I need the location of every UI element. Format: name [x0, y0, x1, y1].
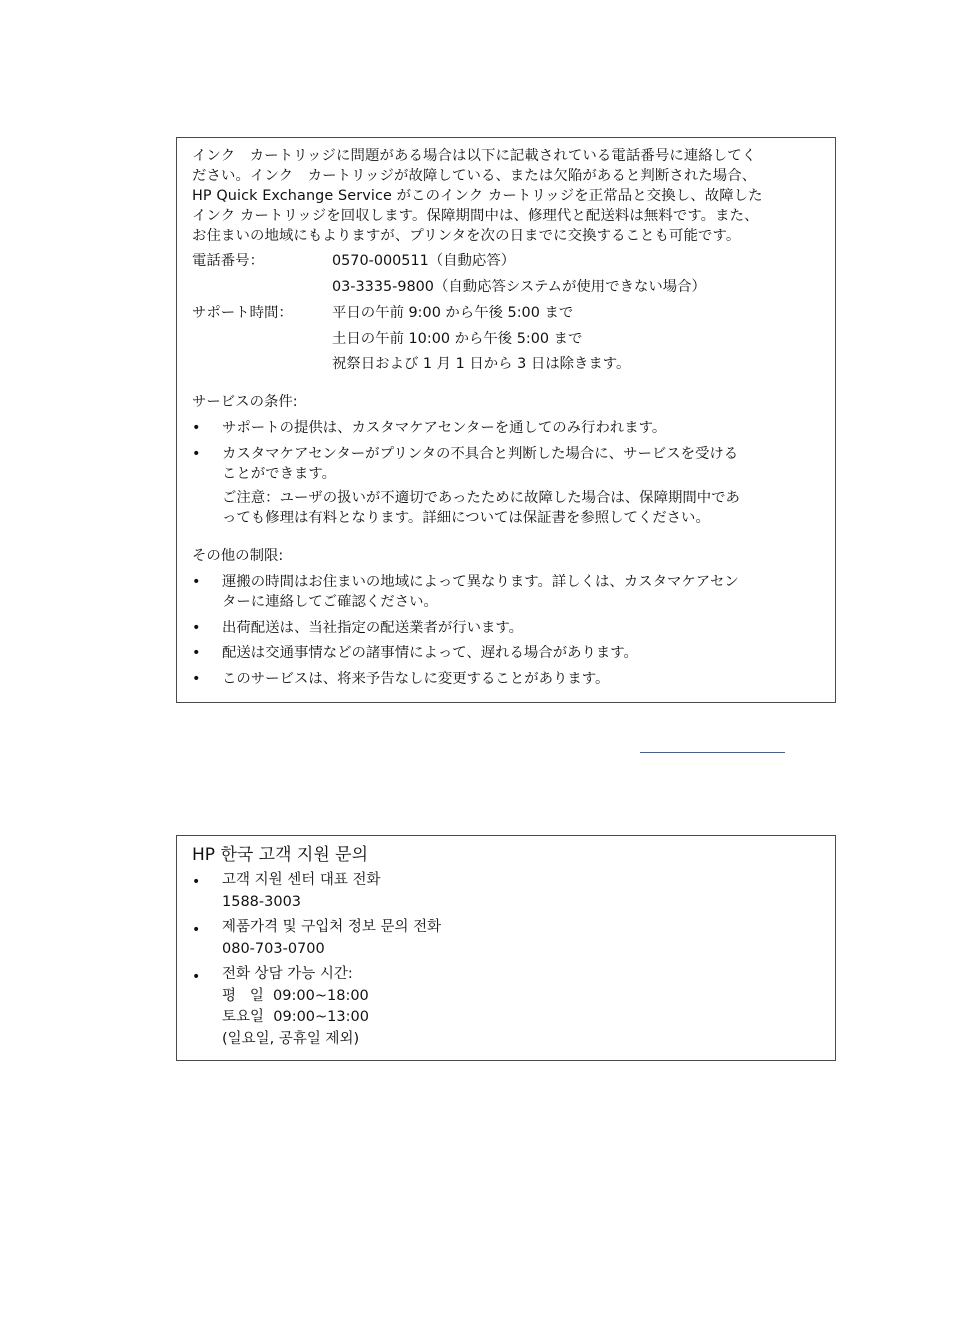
- list-item-text: 고객 지원 센터 대표 전화: [222, 872, 381, 888]
- phone-number: 1588-3003: [222, 893, 302, 910]
- phone-number-2: 03-3335-9800（自動応答システムが使用できない場合）: [332, 279, 706, 295]
- list-item-text: 配送は交通事情などの諸事情によって、遅れる場合があります。: [222, 645, 638, 661]
- bullet: •: [192, 969, 201, 985]
- hours-row-2: [192, 329, 582, 349]
- bullet: •: [192, 922, 201, 938]
- bullet: •: [192, 620, 201, 636]
- phone-label: 電話番号：: [192, 253, 264, 269]
- list-item: [222, 870, 381, 913]
- list-item: [222, 669, 609, 689]
- list-item: [222, 917, 441, 960]
- note-paragraph: [222, 488, 740, 528]
- list-item: [222, 964, 369, 1050]
- korea-title: HP 한국 고객 지원 문의: [192, 845, 369, 865]
- list-item-text: 전화 상담 가능 시간:: [222, 966, 353, 982]
- bullet: •: [192, 420, 201, 436]
- list-item-text: 出荷配送は、当社指定の配送業者が行います。: [222, 620, 524, 636]
- list-item: [222, 618, 523, 638]
- hours-row: [192, 303, 573, 323]
- list-item-text: 運搬の時間はお住まいの地域によって異なります。詳しくは、カスタマケアセン: [222, 574, 739, 590]
- list-item-text: サポートの提供は、カスタマケアセンターを通してのみ行われます。: [222, 420, 667, 436]
- bullet: •: [192, 446, 201, 462]
- list-item: [222, 572, 739, 612]
- list-item-text: ターに連絡してご確認ください。: [222, 594, 438, 610]
- list-item-text: カスタマケアセンターがプリンタの不具合と判断した場合に、サービスを受ける: [222, 446, 739, 462]
- bullet: •: [192, 645, 201, 661]
- phone-number: 080-703-0700: [222, 940, 325, 957]
- intro-line: お住まいの地域にもよりますが、プリンタを次の日までに交換することも可能です。: [192, 228, 741, 244]
- phone-number-1: 0570-000511（自動応答）: [332, 253, 516, 269]
- list-item: [222, 418, 666, 438]
- intro-line: HP Quick Exchange Service がこのインク カートリッジを正常品と交換し、故障した: [192, 188, 763, 204]
- limits-heading: その他の制限:: [192, 548, 284, 564]
- bullet: •: [192, 671, 201, 687]
- note-line: っても修理は有料となります。詳細については保証書を参照してください。: [222, 510, 710, 526]
- list-item-text: ことができます。: [222, 466, 336, 482]
- phone-row: [192, 251, 515, 271]
- hours-label: サポート時間：: [192, 305, 293, 321]
- separator-rule: [640, 752, 785, 753]
- list-item: [222, 444, 738, 484]
- hours-row-3: [192, 354, 630, 374]
- list-item-text: このサービスは、将来予告なしに変更することがあります。: [222, 671, 610, 687]
- japan-intro-paragraph: [192, 146, 827, 246]
- intro-line: ださい。インク カートリッジが故障している、または欠陥があると判断された場合、: [192, 168, 757, 184]
- hours-weekday: 평 일 09:00~18:00: [222, 987, 369, 1004]
- conditions-heading: サービスの条件:: [192, 394, 298, 410]
- japan-support-box: [176, 137, 836, 703]
- intro-line: インク カートリッジを回収します。保障期間中は、修理代と配送料は無料です。また、: [192, 208, 759, 224]
- note-line: ご注意：ユーザの扱いが不適切であったために故障した場合は、保障期間中であ: [222, 490, 740, 506]
- korea-support-box: [176, 835, 836, 1061]
- list-item: [222, 643, 638, 663]
- hours-holiday: 祝祭日および 1 月 1 日から 3 日は除きます。: [332, 356, 631, 372]
- intro-line: インク カートリッジに問題がある場合は以下に記載されている電話番号に連絡してく: [192, 148, 757, 164]
- hours-weekday: 平日の午前 9:00 から午後 5:00 まで: [332, 305, 574, 321]
- phone-row-2: [192, 277, 706, 297]
- list-item-text: 제품가격 및 구입처 정보 문의 전화: [222, 919, 442, 935]
- bullet: •: [192, 874, 201, 890]
- hours-exclusion: (일요일, 공휴일 제외): [222, 1030, 360, 1047]
- hours-weekend: 土日の午前 10:00 から午後 5:00 まで: [332, 331, 583, 347]
- hours-saturday: 토요일 09:00~13:00: [222, 1009, 369, 1025]
- bullet: •: [192, 574, 201, 590]
